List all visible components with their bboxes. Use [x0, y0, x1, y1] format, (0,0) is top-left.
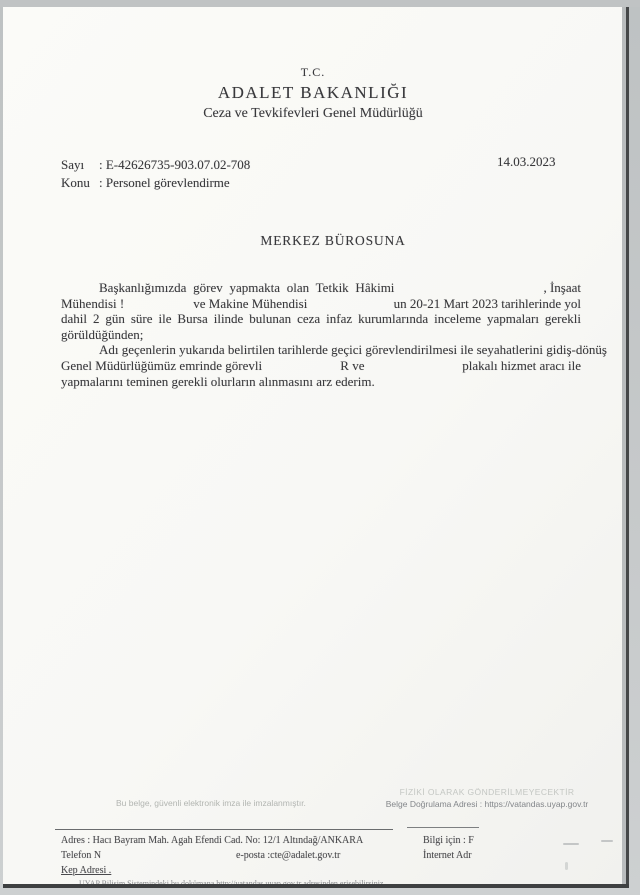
redacted-gap [307, 296, 393, 312]
footer-row-phone [61, 848, 601, 863]
scan-artifact [563, 843, 579, 845]
footer-row-address [61, 833, 601, 848]
letter-body [61, 280, 607, 389]
contact-person: Bilgi için : F [423, 835, 474, 846]
redacted-gap [262, 358, 340, 374]
body-line [61, 280, 581, 296]
body-text: un 20-21 Mart 2023 tarihlerinde yol [393, 295, 581, 311]
page-edge-line-right [626, 6, 629, 885]
sayi-row [61, 156, 250, 174]
body-text: ve Makine Mühendisi [193, 295, 308, 311]
phone-text: Telefon N [61, 850, 102, 861]
body-text: Genel Müdürlüğümüz emrinde görevli [61, 357, 263, 373]
footer-divider [55, 829, 393, 830]
redacted-gap [394, 280, 543, 296]
physical-delivery-note: FİZİKİ OLARAK GÖNDERİLMEYECEKTİR [399, 787, 575, 797]
body-line: dahil 2 gün süre ile Bursa ilinde bulunan ceza infaz kurumlarında inceleme yapmaları gerekli [61, 311, 581, 327]
body-line [61, 342, 607, 358]
esignature-note: Bu belge, güvenli elektronik imza ile imzalanmıştır. [116, 798, 306, 808]
letterhead [3, 65, 623, 122]
body-text: , İnşaat [543, 280, 581, 295]
page-edge-line-bottom [3, 884, 629, 888]
footer-block [61, 833, 601, 888]
verification-block [373, 787, 601, 809]
body-text: Adı geçenlerin yukarıda belirtilen tarihlerde geçici görevlendirilmesi ile seyahatlerini gidiş-dönüş [99, 342, 607, 358]
body-line: yapmalarını teminen gerekli olurların alınmasını arz ederim. [61, 373, 375, 389]
scan-artifact [601, 840, 613, 842]
kep-address: Kep Adresi . [61, 865, 112, 876]
paragraph-indent [61, 342, 99, 358]
scan-artifact [565, 862, 568, 870]
body-line [61, 358, 581, 374]
footer-divider-short [407, 827, 479, 828]
recipient-line: MERKEZ BÜROSUNA [260, 233, 406, 248]
internet-address: İnternet Adr [423, 850, 472, 861]
verification-address: Belge Doğrulama Adresi : https://vatandas.uyap.gov.tr [385, 799, 589, 809]
konu-row [61, 174, 250, 192]
sayi-value: : E-42626735-903.07.02-708 [99, 157, 251, 172]
body-text: Mühendisi ! [61, 295, 125, 311]
body-text: Başkanlığımızda görev yapmakta olan Tetkik Hâkimi [99, 280, 395, 295]
document-date: 14.03.2023 [497, 154, 556, 169]
konu-label: Konu [61, 175, 90, 190]
konu-value: : Personel görevlendirme [99, 175, 230, 190]
scan-margin-top [0, 0, 640, 7]
body-text: R ve [340, 357, 365, 373]
document-page [3, 7, 623, 884]
body-line [61, 296, 581, 312]
paragraph-indent [61, 280, 99, 296]
footer-row-kep [61, 863, 601, 878]
body-text: plakalı hizmet aracı ile [462, 357, 581, 373]
directorate-name: Ceza ve Tevkifevleri Genel Müdürlüğü [203, 106, 423, 121]
ministry-name: ADALET BAKANLIĞI [217, 83, 409, 102]
redacted-gap [124, 296, 193, 312]
address-text: Adres : Hacı Bayram Mah. Agah Efendi Cad. No: 12/1 Altındağ/ANKARA [61, 835, 364, 846]
document-meta [61, 156, 250, 192]
email-text: e-posta :cte@adalet.gov.tr [236, 850, 341, 861]
redacted-gap [365, 358, 463, 374]
republic-abbreviation: T.C. [300, 65, 326, 79]
body-line: görüldüğünden; [61, 326, 144, 342]
sayi-label: Sayı [61, 157, 85, 172]
